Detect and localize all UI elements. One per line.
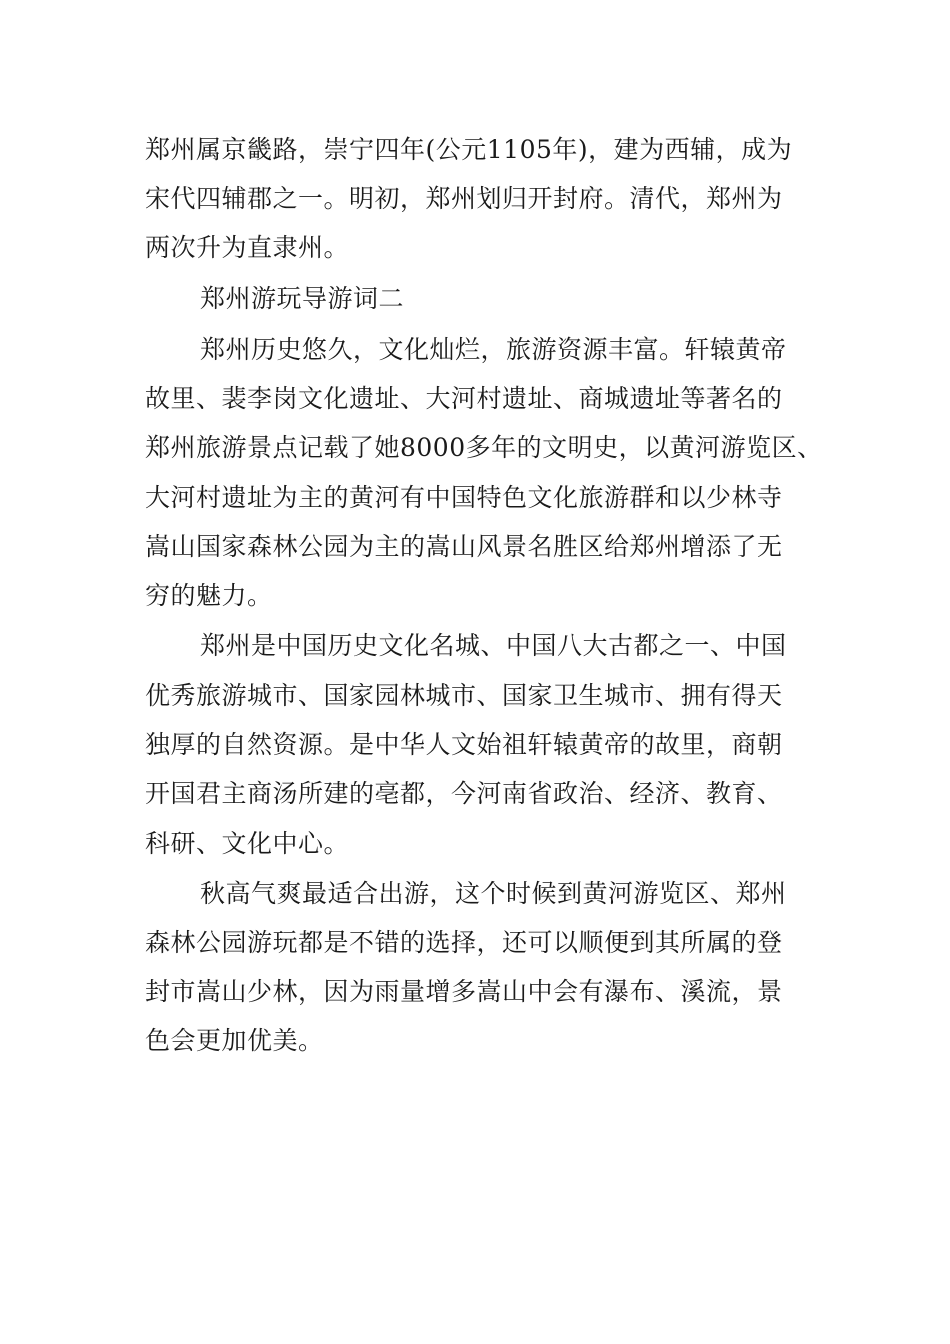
text-line: 两次升为直隶州。 xyxy=(145,233,350,262)
text-line: 郑州旅游景点记载了她8000多年的文明史，以黄河游览区、 xyxy=(145,433,823,462)
text-line: 大河村遗址为主的黄河有中国特色文化旅游群和以少林寺 xyxy=(145,483,783,512)
text-line: 宋代四辅郡之一。明初，郑州划归开封府。清代，郑州为 xyxy=(145,184,783,213)
section-heading: 郑州游玩导游词二 xyxy=(200,284,405,313)
text-line: 嵩山国家森林公园为主的嵩山风景名胜区给郑州增添了无 xyxy=(145,532,783,561)
text-line: 优秀旅游城市、国家园林城市、国家卫生城市、拥有得天 xyxy=(145,681,783,710)
text-line: 秋高气爽最适合出游，这个时候到黄河游览区、郑州 xyxy=(200,879,787,908)
text-line: 科研、文化中心。 xyxy=(145,829,350,858)
text-line: 色会更加优美。 xyxy=(145,1026,324,1055)
text-line: 故里、裴李岗文化遗址、大河村遗址、商城遗址等著名的 xyxy=(145,384,783,413)
text-line: 郑州属京畿路，崇宁四年(公元1105年)，建为西辅，成为 xyxy=(145,135,793,164)
text-line: 封市嵩山少林，因为雨量增多嵩山中会有瀑布、溪流，景 xyxy=(145,977,783,1006)
text-line: 郑州历史悠久，文化灿烂，旅游资源丰富。轩辕黄帝 xyxy=(200,335,787,364)
text-line: 郑州是中国历史文化名城、中国八大古都之一、中国 xyxy=(200,631,787,660)
text-line: 独厚的自然资源。是中华人文始祖轩辕黄帝的故里，商朝 xyxy=(145,730,783,759)
text-line: 穷的魅力。 xyxy=(145,581,273,610)
text-line: 开国君主商汤所建的亳都，今河南省政治、经济、教育、 xyxy=(145,779,783,808)
text-line: 森林公园游玩都是不错的选择，还可以顺便到其所属的登 xyxy=(145,928,783,957)
